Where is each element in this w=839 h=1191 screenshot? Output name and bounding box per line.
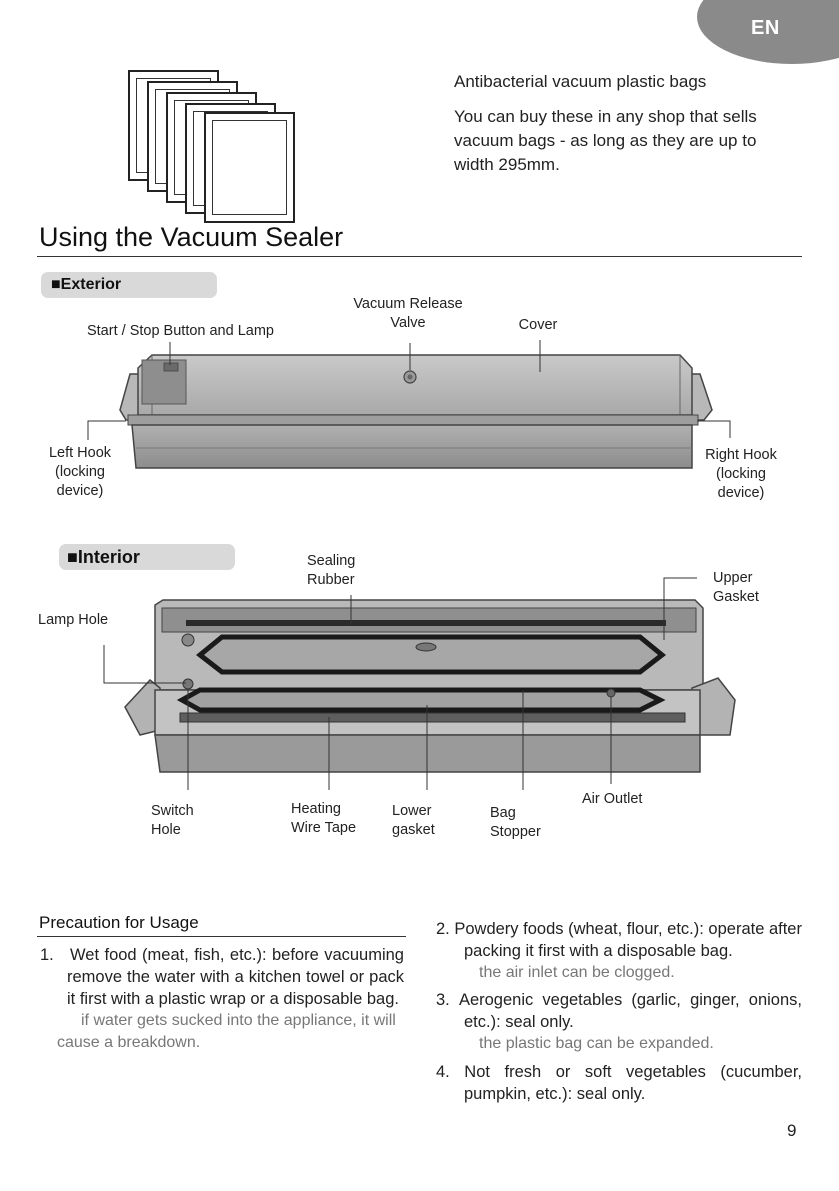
bag-stopper-callout: Bag Stopper — [490, 805, 541, 840]
precaution-title: Precaution for Usage — [39, 913, 199, 932]
air-outlet-callout: Air Outlet — [582, 791, 643, 807]
intro-line: width 295mm. — [454, 155, 560, 174]
valve-callout: Vacuum Release Valve — [353, 296, 463, 331]
lower-gasket-callout: Lower gasket — [392, 803, 435, 838]
start-stop-callout: Start / Stop Button and Lamp — [86, 323, 274, 339]
language-label: EN — [751, 17, 780, 39]
cover-callout: Cover — [518, 317, 558, 333]
precaution-note: if water gets sucked into the appliance, it will cause a breakdown. — [57, 1012, 396, 1051]
intro-line: vacuum bags - as long as they are up to — [454, 131, 757, 150]
precaution-item: 4. Not fresh or soft vegetables (cucumber, pumpkin, etc.): seal only. — [436, 1063, 802, 1103]
right-hook-callout: Right Hook (locking device) — [705, 447, 777, 501]
precaution-note: the air inlet can be clogged. — [479, 964, 675, 981]
intro-line: You can buy these in any shop that sells — [454, 107, 757, 126]
precaution-item: 1. Wet food (meat, fish, etc.): before vacuuming remove the water with a kitchen towel or pack it first with a plastic wrap or a disposable bag. if water gets sucked into the appliance, it will cause a breakdown. — [40, 944, 404, 1054]
upper-gasket-callout: Upper Gasket — [713, 570, 759, 605]
exterior-label: ■Exterior — [41, 272, 217, 298]
interior-label: ■Interior — [59, 544, 235, 570]
intro-heading: Antibacterial vacuum plastic bags — [454, 72, 707, 91]
switch-hole-callout: Switch Hole — [151, 803, 194, 838]
precaution-item: 3. Aerogenic vegetables (garlic, ginger, onions, etc.): seal only. the plastic bag can be expanded. — [436, 989, 802, 1055]
lamp-hole-callout: Lamp Hole — [38, 612, 109, 628]
section-title: Using the Vacuum Sealer — [39, 222, 344, 252]
precaution-note: the plastic bag can be expanded. — [479, 1035, 714, 1052]
sealing-rubber-callout: Sealing Rubber — [307, 553, 356, 588]
heating-wire-callout: Heating Wire Tape — [291, 801, 357, 836]
page-number: 9 — [787, 1121, 797, 1140]
left-hook-callout: Left Hook (locking device) — [48, 445, 112, 499]
precaution-divider — [37, 936, 406, 937]
precaution-item: 2. Powdery foods (wheat, flour, etc.): operate after packing it first with a disposable bag. the air inlet can be clogged. — [436, 918, 802, 984]
